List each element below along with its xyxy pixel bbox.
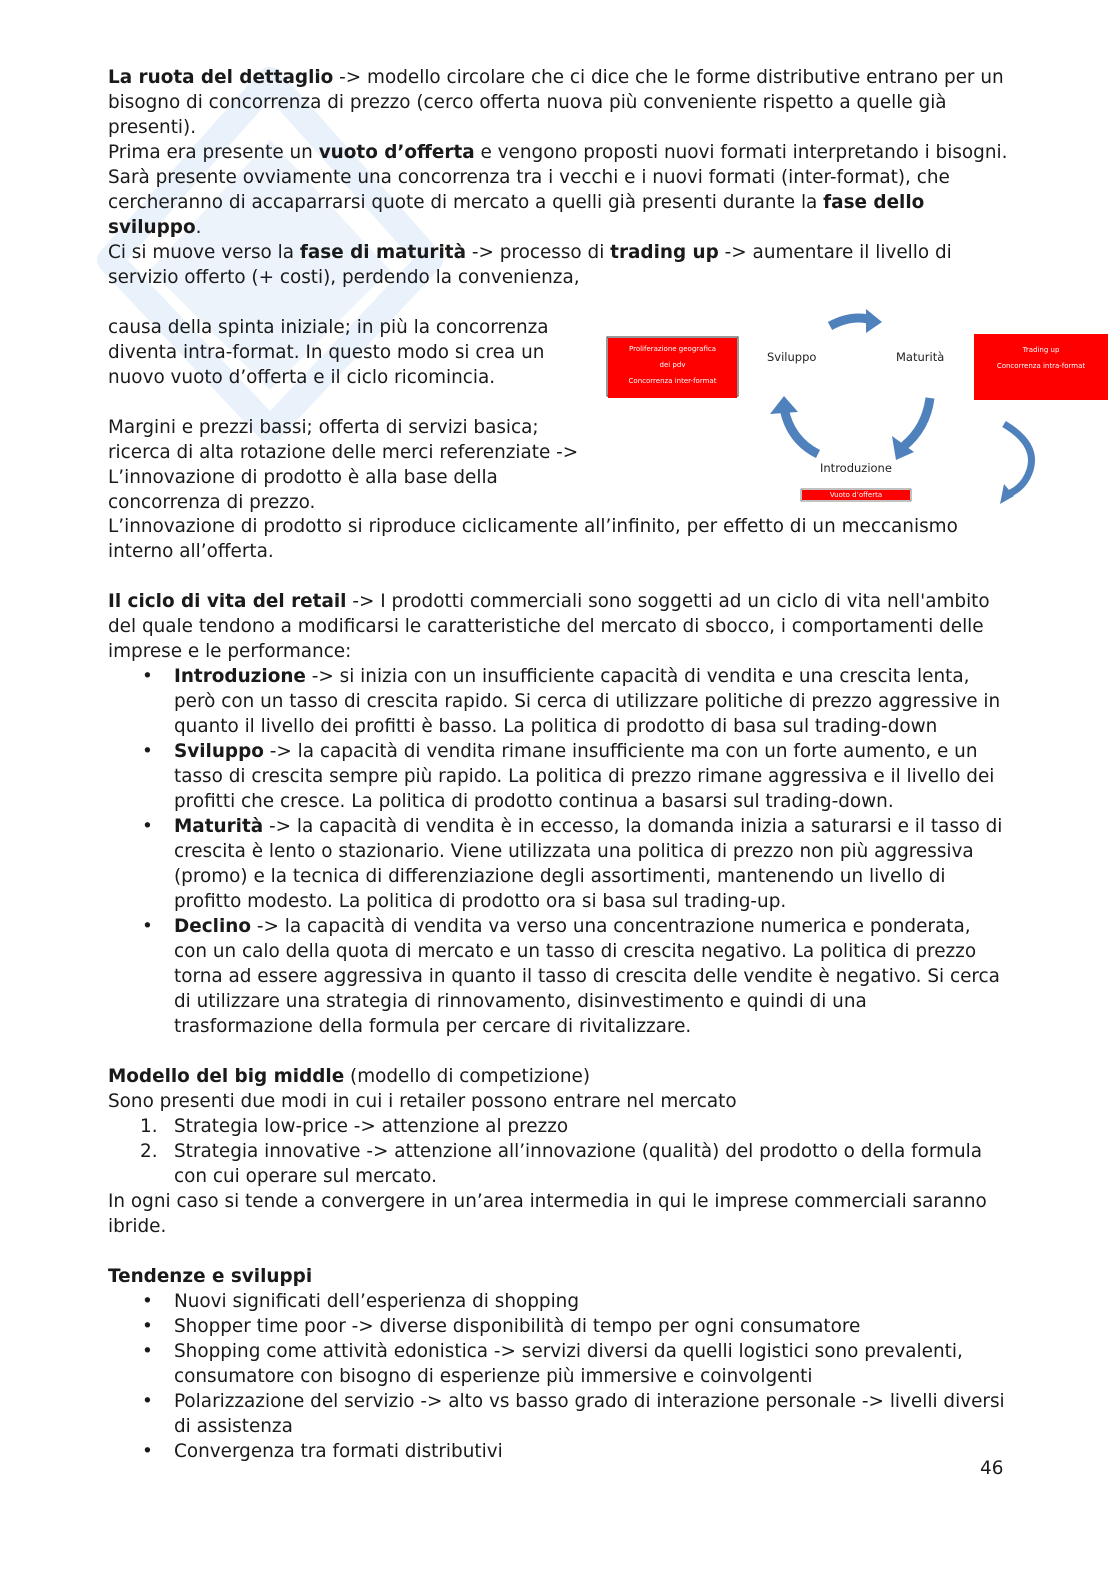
box-trading-up: Trading up Concorrenza intra-format — [974, 334, 1108, 400]
list-item: • Nuovi significati dell’esperienza di shopping — [108, 1289, 1008, 1314]
list-item: 2. Strategia innovative -> attenzione all’innovazione (qualità) del prodotto o della formula con cui operare sul mercato. — [140, 1141, 983, 1187]
paragraph: causa della spinta iniziale; in più la concorrenza diventa intra-format. In questo modo si crea un nuovo vuoto d’offerta e il ciclo ricomincia. — [108, 317, 549, 388]
arrow-right — [904, 398, 930, 446]
box-vuoto-offerta: Vuoto d’offerta — [802, 490, 910, 500]
arrow-side — [1004, 424, 1032, 494]
label-introduzione: Introduzione — [820, 461, 892, 475]
arrow-top-head — [866, 309, 882, 333]
arrow-side-head — [1000, 484, 1014, 504]
arrow-left-head — [770, 396, 798, 414]
list-item: • Sviluppo -> la capacità di vendita rimane insufficiente ma con un forte aumento, e un tasso di crescita sempre più rapido. La politica di prezzo rimane aggressiva e il livello dei profitti che cresce. La politica di prodotto continua a basarsi sul trading-down. — [108, 739, 1008, 814]
section-title: La ruota del dettaglio — [108, 67, 334, 88]
paragraph: La ruota del dettaglio -> modello circolare che ci dice che le forme distributive entrano per un bisogno di concorrenza di prezzo (cerco offerta nuova più conveniente rispetto a quelle già presenti). — [108, 67, 1004, 138]
paragraph: Margini e prezzi bassi; offerta di servizi basica; ricerca di alta rotazione delle merci referenziate -> L’innovazione di prodotto è alla base della concorrenza di prezzo. — [108, 417, 579, 513]
list-item: 1. Strategia low-price -> attenzione al prezzo — [140, 1116, 569, 1137]
section-title: Modello del big middle — [108, 1066, 345, 1087]
list-item: • Convergenza tra formati distributivi — [108, 1439, 1008, 1464]
retail-wheel-diagram — [0, 0, 1116, 520]
paragraph: Sarà presente ovviamente una concorrenza tra i vecchi e i nuovi formati (inter-format), che cercheranno di accaparrarsi quote di mercato a quelli già presenti durante la fase dello sviluppo. — [108, 167, 950, 238]
paragraph: Modello del big middle (modello di competizione) — [108, 1066, 591, 1087]
paragraph: Il ciclo di vita del retail -> I prodotti commerciali sono soggetti ad un ciclo di vita nell'ambito del quale tendono a modificarsi le caratteristiche del mercato di sbocco, i comportamenti delle imprese e le performance: — [108, 591, 990, 662]
paragraph: Sono presenti due modi in cui i retailer possono entrare nel mercato — [108, 1091, 737, 1112]
lifecycle-list — [108, 664, 1008, 1039]
list-item: • Polarizzazione del servizio -> alto vs basso grado di interazione personale -> livelli diversi di assistenza — [108, 1389, 1008, 1439]
section-rest — [108, 514, 1008, 1464]
label-sviluppo: Sviluppo — [767, 350, 817, 364]
trends-list — [108, 1289, 1008, 1464]
list-item: • Maturità -> la capacità di vendita è in eccesso, la domanda inizia a saturarsi e il tasso di crescita è lento o stazionario. Viene utilizzata una politica di prezzo non più aggressiva (promo) e la tecnica di differenziazione degli assortimenti, mantenendo un livello di profitto modesto. La politica di prodotto ora si basa sul trading-up. — [108, 814, 1008, 914]
paragraph: Prima era presente un vuoto d’offerta e vengono proposti nuovi formati interpretando i bisogni. — [108, 142, 1008, 163]
arrow-left — [784, 408, 818, 454]
paragraph: L’innovazione di prodotto si riproduce ciclicamente all’infinito, per effetto di un meccanismo interno all’offerta. — [108, 516, 958, 562]
strategy-list — [108, 1114, 1008, 1189]
list-item: • Declino -> la capacità di vendita va verso una concentrazione numerica e ponderata, con un calo della quota di mercato e un tasso di crescita negativo. La politica di prezzo torna ad essere aggressiva in quanto il tasso di crescita delle vendite è negativo. Si cerca di utilizzare una strategia di rinnovamento, disinvestimento e quindi di una trasformazione della formula per cercare di rivitalizzare. — [108, 914, 1008, 1039]
paragraph — [108, 1264, 1008, 1289]
paragraph: In ogni caso si tende a convergere in un’area intermedia in qui le imprese commerciali saranno ibride. — [108, 1191, 987, 1237]
label-maturita: Maturità — [896, 350, 945, 364]
box-proliferazione: Proliferazione geografica dei pdv Concorrenza inter-format — [608, 338, 737, 398]
section-title: Tendenze e sviluppi — [108, 1266, 313, 1287]
section-title: Il ciclo di vita del retail — [108, 591, 347, 612]
list-item: • Shopper time poor -> diverse disponibilità di tempo per ogni consumatore — [108, 1314, 1008, 1339]
list-item: • Shopping come attività edonistica -> servizi diversi da quelli logistici sono prevalenti, consumatore con bisogno di esperienze più immersive e coinvolgenti — [108, 1339, 1008, 1389]
paragraph: Ci si muove verso la fase di maturità -> processo di trading up -> aumentare il livello di servizio offerto (+ costi), perdendo la convenienza, — [108, 242, 952, 288]
page-number: 46 — [980, 1458, 1004, 1479]
arrow-top — [830, 318, 872, 326]
list-item: • Introduzione -> si inizia con un insufficiente capacità di vendita e una crescita lenta, però con un tasso di crescita rapido. Si cerca di utilizzare politiche di prezzo aggressive in quanto il livello dei profitti è basso. La politica di prodotto di basa sul trading-down — [108, 664, 1008, 739]
